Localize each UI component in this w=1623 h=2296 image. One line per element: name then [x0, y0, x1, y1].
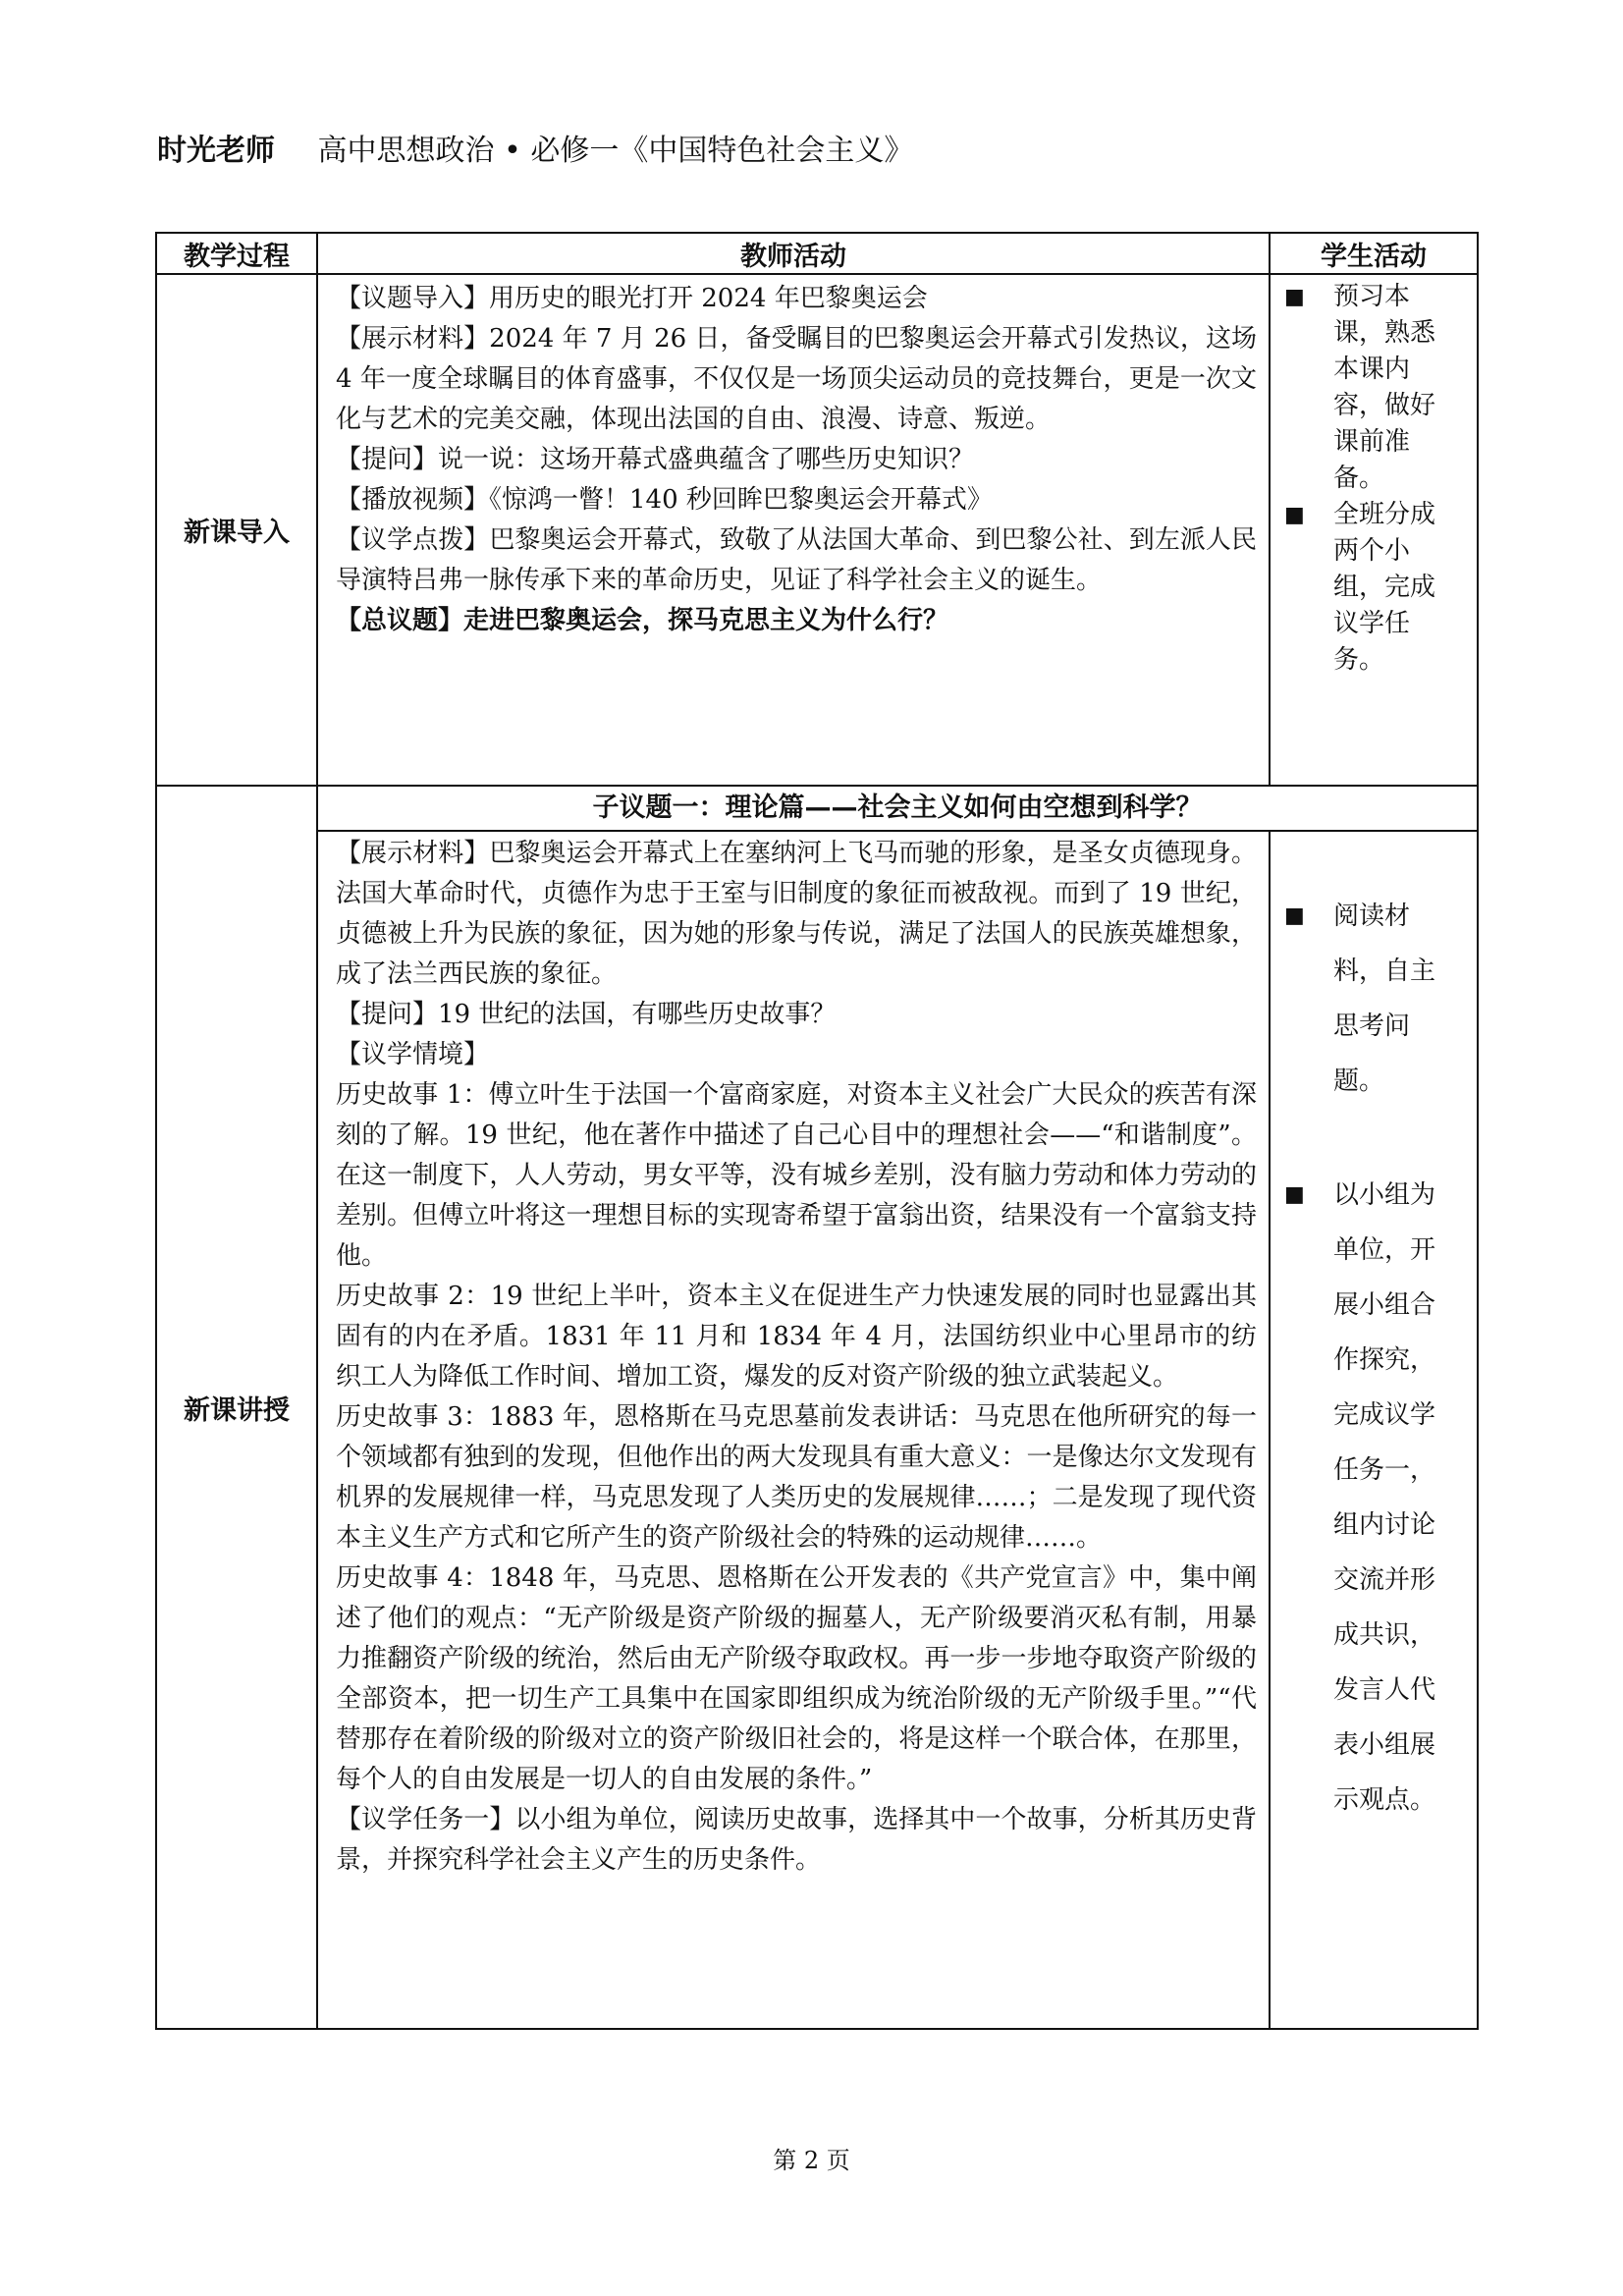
page-header — [157, 126, 913, 169]
lecture-content-row — [156, 831, 1478, 2029]
lecture-row — [156, 786, 1478, 831]
author-name: 时光老师 — [157, 134, 275, 168]
lecture-teacher-activity — [317, 831, 1270, 2029]
intro-summary-topic: 【总议题】走进巴黎奥运会，探马克思主义为什么行？ — [336, 606, 949, 635]
square-bullet-icon: ■ — [1284, 903, 1305, 928]
subtopic-title: 子议题一：理论篇——社会主义如何由空想到科学？ — [317, 786, 1478, 831]
lecture-paragraph: 历史故事 4：1848 年，马克思、恩格斯在公开发表的《共产党宣言》中，集中阐述了他们的观点：“无产阶级是资产阶级的掘墓人，无产阶级要消灭私有制，用暴力推翻资产阶级的统治，然后由无产阶级夺取政权。再一步一步地夺取资产阶级的全部资本，把一切生产工具集中在国家即组织成为统治阶级的无产阶级手里。”“代替那存在着阶级的阶级对立的资产阶级旧社会的，将是这样一个联合体，在那里，每个人的自由发展是一切人的自由发展的条件。” — [336, 1563, 1257, 1794]
lecture-paragraph: 历史故事 2：19 世纪上半叶，资本主义在促进生产力快速发展的同时也显露出其固有的内在矛盾。1831 年 11 月和 1834 年 4 月，法国纺织业中心里昂市的纺织工人为降低工作时间、增加工资，爆发的反对资产阶级的独立武装起义。 — [336, 1282, 1257, 1392]
column-header-student: 学生活动 — [1270, 233, 1478, 274]
intro-paragraph: 【议题导入】用历史的眼光打开 2024 年巴黎奥运会 — [336, 284, 928, 313]
student-item-text: 预习本课，熟悉本课内容，做好课前准备。 — [1333, 282, 1436, 493]
student-item-text: 阅读材料，自主思考问题。 — [1333, 902, 1436, 1096]
lecture-student-activity — [1270, 831, 1478, 2029]
intro-student-activity — [1270, 274, 1478, 786]
student-item-text: 以小组为单位，开展小组合作探究，完成议学任务一，组内讨论交流并形成共识，发言人代表小组展示观点。 — [1333, 1180, 1436, 1815]
column-header-process: 教学过程 — [156, 233, 317, 274]
student-item — [1271, 279, 1477, 497]
section-intro: 新课导入 — [156, 274, 317, 786]
intro-teacher-activity — [317, 274, 1270, 786]
student-item — [1271, 497, 1477, 679]
lecture-paragraph: 【议学任务一】以小组为单位，阅读历史故事，选择其中一个故事，分析其历史背景，并探究科学社会主义产生的历史条件。 — [336, 1805, 1257, 1875]
square-bullet-icon: ■ — [1284, 285, 1305, 309]
course-title: 高中思想政治 • 必修一《中国特色社会主义》 — [317, 134, 914, 168]
lecture-paragraph: 历史故事 1：傅立叶生于法国一个富商家庭，对资本主义社会广大民众的疾苦有深刻的了解。19 世纪，他在著作中描述了自己心目中的理想社会——“和谐制度”。在这一制度下，人人劳动，男女平等，没有城乡差别，没有脑力劳动和体力劳动的差别。但傅立叶将这一理想目标的实现寄希望于富翁出资，结果没有一个富翁支持他。 — [336, 1080, 1257, 1271]
lesson-plan-table — [155, 232, 1479, 2030]
intro-paragraph: 【播放视频】《惊鸿一瞥！140 秒回眸巴黎奥运会开幕式》 — [336, 485, 993, 515]
table-header-row — [156, 233, 1478, 274]
intro-paragraph: 【提问】说一说：这场开幕式盛典蕴含了哪些历史知识？ — [336, 445, 975, 474]
intro-paragraph: 【展示材料】2024 年 7 月 26 日，备受瞩目的巴黎奥运会开幕式引发热议，这场 4 年一度全球瞩目的体育盛事，不仅仅是一场顶尖运动员的竞技舞台，更是一次文化与艺术的完美交融，体现出法国的自由、浪漫、诗意、叛逆。 — [336, 324, 1257, 434]
intro-paragraph: 【议学点拨】巴黎奥运会开幕式，致敬了从法国大革命、到巴黎公社、到左派人民导演特吕弗一脉传承下来的革命历史，见证了科学社会主义的诞生。 — [336, 525, 1257, 595]
section-lecture: 新课讲授 — [156, 786, 317, 2029]
student-item-text: 全班分成两个小组，完成议学任务。 — [1333, 500, 1436, 675]
lecture-paragraph: 【提问】19 世纪的法国，有哪些历史故事？ — [336, 1000, 837, 1029]
square-bullet-icon: ■ — [1284, 1182, 1305, 1207]
square-bullet-icon: ■ — [1284, 503, 1305, 527]
lecture-paragraph: 【展示材料】巴黎奥运会开幕式上在塞纳河上飞马而驰的形象，是圣女贞德现身。法国大革命时代，贞德作为忠于王室与旧制度的象征而被敌视。而到了 19 世纪，贞德被上升为民族的象征，因为她的形象与传说，满足了法国人的民族英雄想象，成了法兰西民族的象征。 — [336, 839, 1257, 989]
column-header-teacher: 教师活动 — [317, 233, 1270, 274]
intro-row — [156, 274, 1478, 786]
lecture-paragraph: 历史故事 3：1883 年，恩格斯在马克思墓前发表讲话：马克思在他所研究的每一个领域都有独到的发现，但他作出的两大发现具有重大意义：一是像达尔文发现有机界的发展规律一样，马克思发现了人类历史的发展规律……；二是发现了现代资本主义生产方式和它所产生的资产阶级社会的特殊的运动规律……。 — [336, 1402, 1257, 1553]
page-number: 第 2 页 — [773, 2147, 850, 2174]
lecture-paragraph: 【议学情境】 — [336, 1040, 490, 1069]
student-item — [1271, 889, 1477, 1109]
student-item — [1271, 1168, 1477, 1828]
